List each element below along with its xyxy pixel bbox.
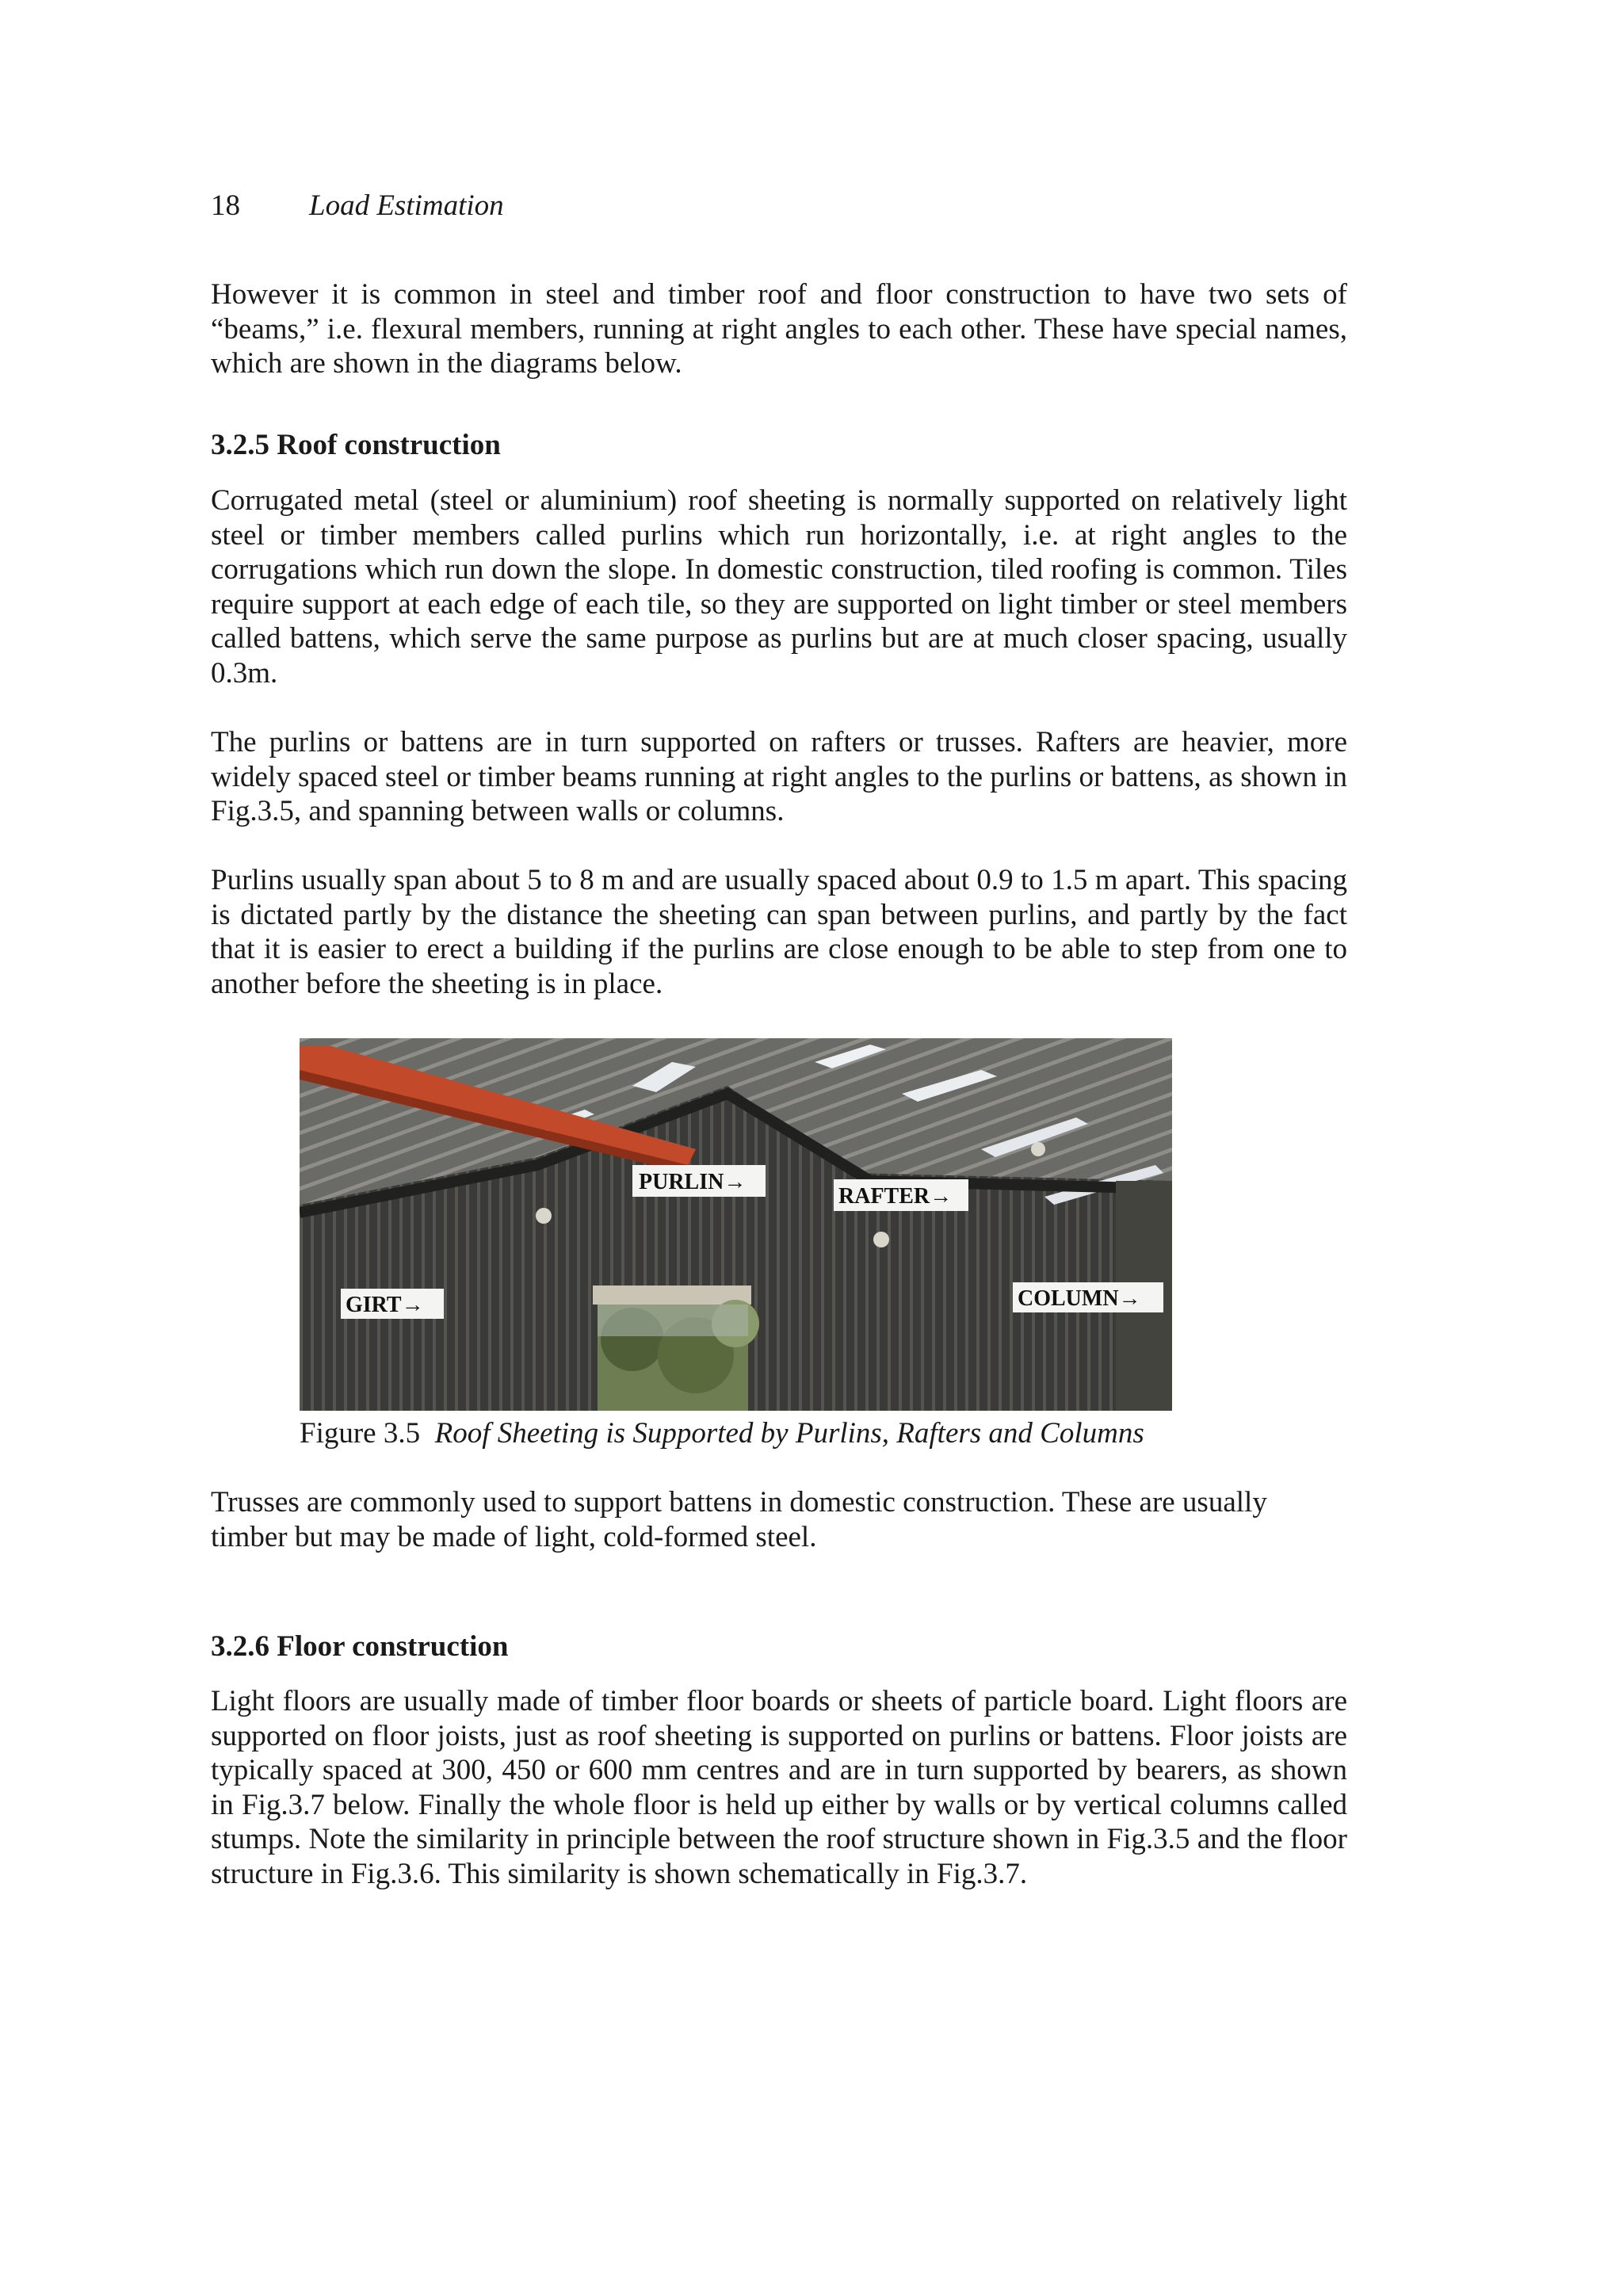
- label-rafter: RAFTER→: [838, 1184, 953, 1209]
- page-number: 18: [211, 189, 240, 222]
- label-column: COLUMN→: [1018, 1286, 1141, 1311]
- figure-roof-photo: [300, 1038, 1172, 1411]
- floor-paragraph: Light floors are usually made of timber floor boards or sheets of particle board. Light floors are supported on floor joists, just as roof sheeting is supported on purlins or battens. Floor joists are typically spaced at 300, 450 or 600 mm centres and are in turn supported by bearers, as shown in Fig.3.7 below. Finally the whole floor is held up either by walls or by vertical columns called stumps. Note the similarity in principle between the roof structure shown in Fig.3.5 and the floor structure in Fig.3.6. This similarity is shown schematically in Fig.3.7.: [211, 1685, 1347, 1890]
- label-girt: GIRT→: [346, 1293, 424, 1317]
- roof-structure-photo: [300, 1038, 1172, 1411]
- running-title: Load Estimation: [309, 189, 504, 222]
- section-heading-roof: 3.2.5 Roof construction: [211, 429, 501, 461]
- page-header: [211, 187, 504, 225]
- roof-paragraph-2: The purlins or battens are in turn supported on rafters or trusses. Rafters are heavier, more widely spaced steel or timber beams running at right angles to the purlins or battens, as shown in Fig.3.5, and spanning between walls or columns.: [211, 726, 1347, 828]
- caption-title: Roof Sheeting is Supported by Purlins, Rafters and Columns: [434, 1417, 1144, 1450]
- figure-caption: [300, 1415, 1144, 1453]
- trusses-paragraph: Trusses are commonly used to support battens in domestic construction. These are usually timber but may be made of light, cold-formed steel.: [211, 1486, 1267, 1553]
- roof-paragraph-3: Purlins usually span about 5 to 8 m and are usually spaced about 0.9 to 1.5 m apart. This spacing is dictated partly by the distance the sheeting can span between purlins, and partly by the fact that it is easier to erect a building if the purlins are close enough to be able to step from one to another before the sheeting is in place.: [211, 864, 1347, 1000]
- label-purlin: PURLIN→: [639, 1170, 747, 1194]
- intro-paragraph: However it is common in steel and timber roof and floor construction to have two sets of “beams,” i.e. flexural members, running at right angles to each other. These have special names, which are shown in the diagrams below.: [211, 278, 1347, 380]
- caption-number: Figure 3.5: [300, 1417, 421, 1450]
- section-heading-floor: 3.2.6 Floor construction: [211, 1630, 509, 1663]
- roof-paragraph-1: Corrugated metal (steel or aluminium) roof sheeting is normally supported on relatively light steel or timber members called purlins which run horizontally, i.e. at right angles to the corrugations which run down the slope. In domestic construction, tiled roofing is common. Tiles require support at each edge of each tile, so they are supported on light timber or steel members called battens, which serve the same purpose as purlins but are at much closer spacing, usually 0.3m.: [211, 484, 1347, 690]
